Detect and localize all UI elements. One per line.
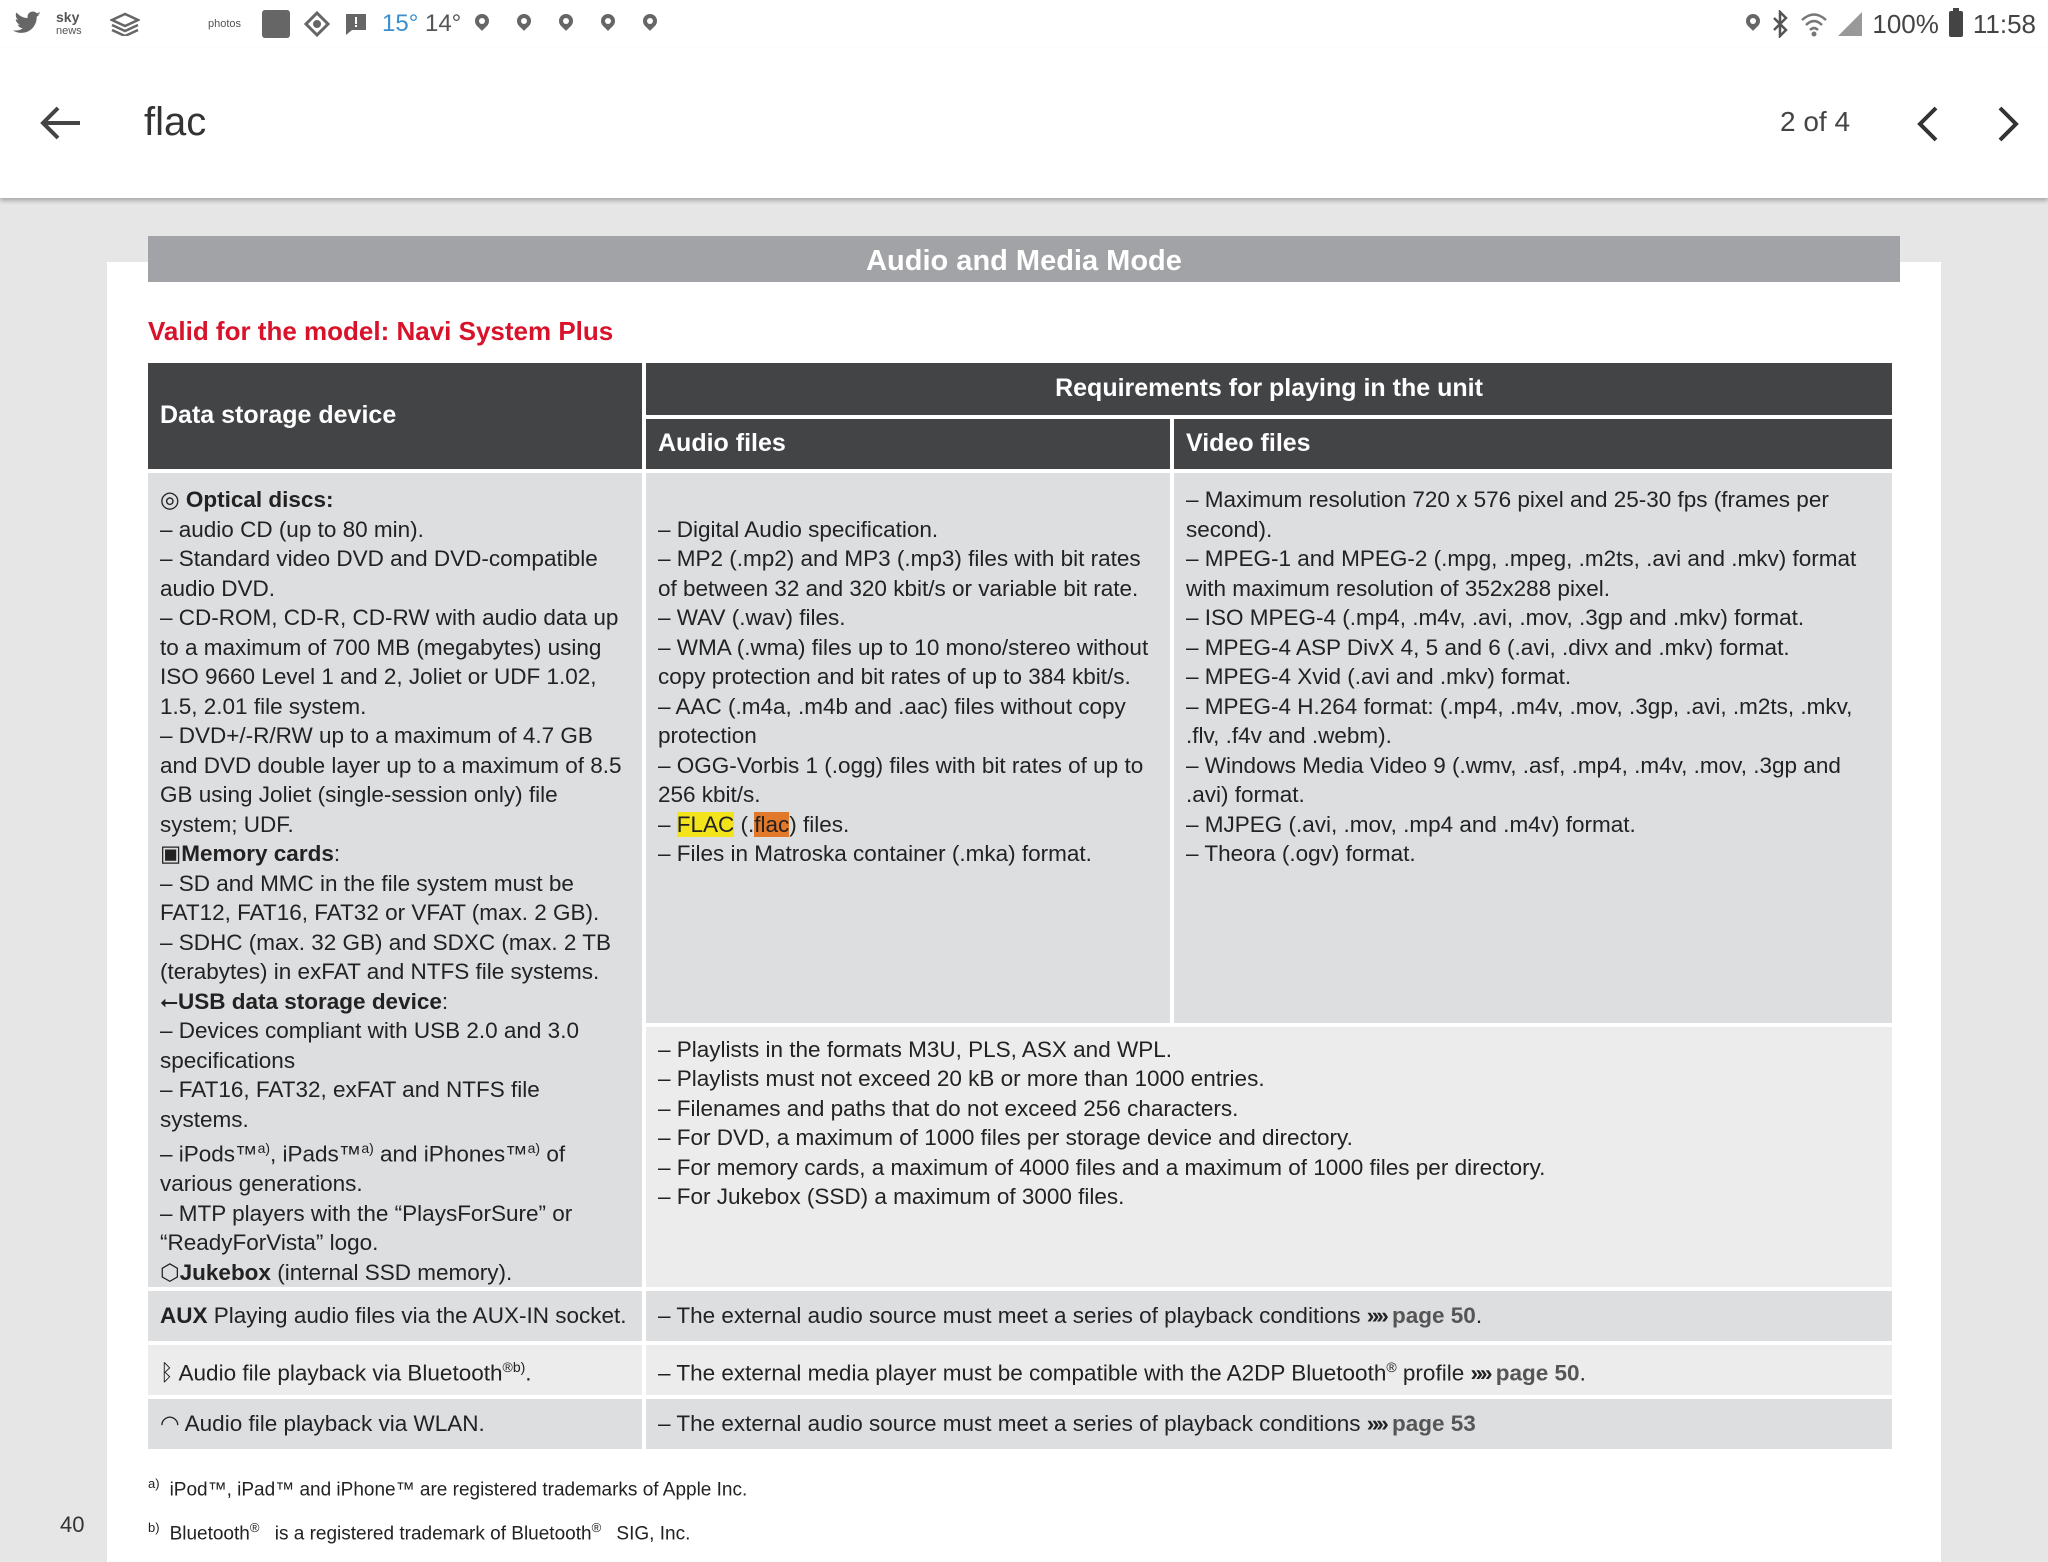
usb-line: – Devices compliant with USB 2.0 and 3.0 specifications [160, 1018, 579, 1073]
location-pin-icon [559, 14, 573, 34]
news-label: news [56, 25, 82, 37]
aux-icon: AUX [160, 1303, 208, 1329]
audio-cell [646, 473, 1170, 1023]
bluetooth-icon [1770, 10, 1790, 38]
header-video: Video files [1174, 419, 1892, 469]
ipod-line: – iPods™$^{a)}$, iPads™$^{a)}$ and iPhones™$^{a)}$ of various generations. [160, 1140, 566, 1196]
optical-line: – DVD+/-R/RW up to a maximum of 4.7 GB and DVD double layer up to a maximum of 8.5 GB using Joliet (single-session only) file system; UDF. [160, 723, 622, 837]
video-line: – Maximum resolution 720 x 576 pixel and 25-30 fps (frames per second). [1186, 487, 1829, 542]
audio-line: – WAV (.wav) files. [658, 605, 846, 630]
page-link[interactable]: page 50 [1495, 1360, 1580, 1385]
video-line: – MPEG-1 and MPEG-2 (.mpg, .mpeg, .m2ts, .avi and .mkv) format with maximum resolution of 352x288 pixel. [1186, 546, 1857, 601]
wlan-req-cell: – The external audio source must meet a series of playback conditions »» page 53 [646, 1399, 1892, 1449]
location-pin-icon [643, 14, 657, 34]
document-content [148, 236, 1900, 1554]
location-pin-icon [517, 14, 531, 34]
bluetooth-label-cell: ᛒ Audio file playback via Bluetooth$^{®b)}$. [148, 1345, 642, 1395]
twitter-icon [12, 11, 42, 37]
next-match-button[interactable] [1984, 102, 2028, 146]
temp-high: 15° [382, 10, 419, 37]
layers-icon [110, 12, 140, 36]
signal-icon [1838, 12, 1862, 36]
device-cell [148, 473, 642, 1287]
audio-line: – Files in Matroska container (.mka) format. [658, 841, 1092, 866]
notification-icons [12, 6, 657, 42]
battery-icon [1949, 11, 1963, 37]
header-audio: Audio files [646, 419, 1170, 469]
sky-label: sky [56, 9, 80, 25]
search-query[interactable]: flac [144, 100, 207, 144]
previous-match-button[interactable] [1908, 102, 1952, 146]
footnote-a: $^{a)}$ iPod™, iPad™ and iPhone™ are registered trademarks of Apple Inc. [148, 1476, 748, 1501]
general-line: – For DVD, a maximum of 1000 files per storage device and directory. [658, 1125, 1353, 1151]
memory-line: – SDHC (max. 32 GB) and SDXC (max. 2 TB (terabytes) in exFAT and NTFS file systems. [160, 929, 611, 984]
location-icon [1746, 14, 1760, 34]
bluetooth-icon: ᛒ [160, 1360, 174, 1385]
location-pin-icon [475, 14, 489, 34]
clock: 11:58 [1972, 8, 2036, 39]
jukebox-line: ⬡Jukebox (internal SSD memory). [160, 1258, 630, 1288]
search-highlight: flac [754, 811, 790, 837]
wifi-icon [1800, 11, 1828, 37]
section-title: Audio and Media Mode [148, 236, 1900, 282]
requirements-table [144, 359, 1896, 1453]
system-status [1746, 6, 2036, 42]
search-highlight-current: FLAC [676, 811, 735, 837]
memory-card-icon: ▣ [160, 841, 182, 866]
footnote-b: $^{b)}$ Bluetooth® is a registered trademark of Bluetooth® SIG, Inc. [148, 1520, 691, 1545]
optical-line: – Standard video DVD and DVD-compatible audio DVD. [160, 546, 598, 601]
usb-line: – FAT16, FAT32, exFAT and NTFS file systems. [160, 1077, 540, 1132]
video-line: – Windows Media Video 9 (.wmv, .asf, .mp4, .m4v, .mov, .3gp and .avi) format. [1186, 752, 1841, 807]
video-line: – MPEG-4 ASP DivX 4, 5 and 6 (.avi, .divx and .mkv) format. [1186, 634, 1790, 660]
alert-message-icon [344, 12, 368, 36]
video-cell [1174, 473, 1892, 1023]
bluetooth-req-cell: – The external media player must be compatible with the A2DP Bluetooth® profile »» page 50. [646, 1345, 1892, 1395]
wlan-icon: ◠ [160, 1411, 180, 1437]
general-line: – Filenames and paths that do not exceed 256 characters. [658, 1095, 1239, 1121]
optical-title: ◎ Optical discs: [160, 485, 630, 515]
optical-line: – audio CD (up to 80 min). [160, 516, 424, 542]
general-line: – For Jukebox (SSD) a maximum of 3000 files. [658, 1184, 1125, 1210]
memory-line: – SD and MMC in the file system must be FAT12, FAT16, FAT32 or VFAT (max. 2 GB). [160, 870, 600, 925]
search-toolbar [0, 48, 2048, 198]
disc-icon: ◎ [160, 487, 180, 512]
audio-line: – Digital Audio specification. [658, 516, 939, 542]
audio-line: – WMA (.wma) files up to 10 mono/stereo without copy protection and bit rates of up to 384 kbit/s. [658, 634, 1149, 689]
aux-req-cell: – The external audio source must meet a series of playback conditions »» page 50. [646, 1291, 1892, 1341]
video-line: – MPEG-4 H.264 format: (.mp4, .m4v, .mov, .3gp, .avi, .m2ts, .mkv, .flv, .f4v and .webm). [1186, 693, 1853, 748]
wlan-label-cell: ◠ Audio file playback via WLAN. [148, 1399, 642, 1449]
footnotes [148, 1465, 1900, 1554]
general-requirements-cell [646, 1027, 1892, 1287]
video-line: – MJPEG (.avi, .mov, .mp4 and .m4v) format. [1186, 811, 1636, 837]
battery-percent: 100% [1872, 8, 1939, 39]
audio-line: – AAC (.m4a, .m4b and .aac) files without copy protection [658, 693, 1126, 748]
general-line: – Playlists in the formats M3U, PLS, ASX and WPL. [658, 1036, 1172, 1062]
usb-icon: ⭠ [160, 988, 179, 1014]
mtp-line: – MTP players with the “PlaysForSure” or “ReadyForVista” logo. [160, 1200, 573, 1255]
header-device: Data storage device [148, 363, 642, 469]
audio-line: – OGG-Vorbis 1 (.ogg) files with bit rates of up to 256 kbit/s. [658, 752, 1144, 807]
optical-line: – CD-ROM, CD-R, CD-RW with audio data up to a maximum of 700 MB (megabytes) using ISO 9660 Level 1 and 2, Joliet or UDF 1.02, 1.5, 2.01 file system. [160, 605, 619, 719]
usb-title: ⭠USB data storage device: [160, 987, 630, 1017]
header-requirements: Requirements for playing in the unit [646, 363, 1892, 415]
weather-temps [382, 10, 461, 38]
jukebox-icon: ⬡ [160, 1259, 180, 1285]
sky-news-icon [56, 11, 96, 37]
memory-title: ▣Memory cards: [160, 839, 630, 869]
general-line: – For memory cards, a maximum of 4000 files and a maximum of 1000 files per directory. [658, 1154, 1546, 1180]
back-arrow-icon[interactable] [36, 98, 86, 148]
match-count: 2 of 4 [1780, 106, 1851, 137]
video-line: – Theora (.ogv) format. [1186, 841, 1416, 866]
page-link[interactable]: page 53 [1392, 1411, 1476, 1437]
general-line: – Playlists must not exceed 20 kB or more than 1000 entries. [658, 1066, 1265, 1092]
page-number: 40 [60, 1512, 85, 1537]
temp-low: 14° [424, 10, 462, 37]
video-line: – ISO MPEG-4 (.mp4, .m4v, .avi, .mov, .3gp and .mkv) format. [1186, 605, 1805, 630]
flac-line: – FLAC (.flac) files. [658, 811, 850, 837]
aux-label-cell: AUX Playing audio files via the AUX-IN socket. [148, 1291, 642, 1341]
video-line: – MPEG-4 Xvid (.avi and .mkv) format. [1186, 664, 1572, 689]
status-bar [0, 0, 2048, 48]
page-link[interactable]: page 50 [1392, 1303, 1476, 1329]
sync-icon [304, 11, 330, 37]
location-pin-icon [601, 14, 615, 34]
model-validity: Valid for the model: Navi System Plus [148, 316, 614, 346]
flipboard-icon [262, 10, 290, 38]
amazon-photos-icon: photos [208, 18, 242, 30]
audio-line: – MP2 (.mp2) and MP3 (.mp3) files with bit rates of between 32 and 320 kbit/s or variable bit rate. [658, 546, 1141, 601]
